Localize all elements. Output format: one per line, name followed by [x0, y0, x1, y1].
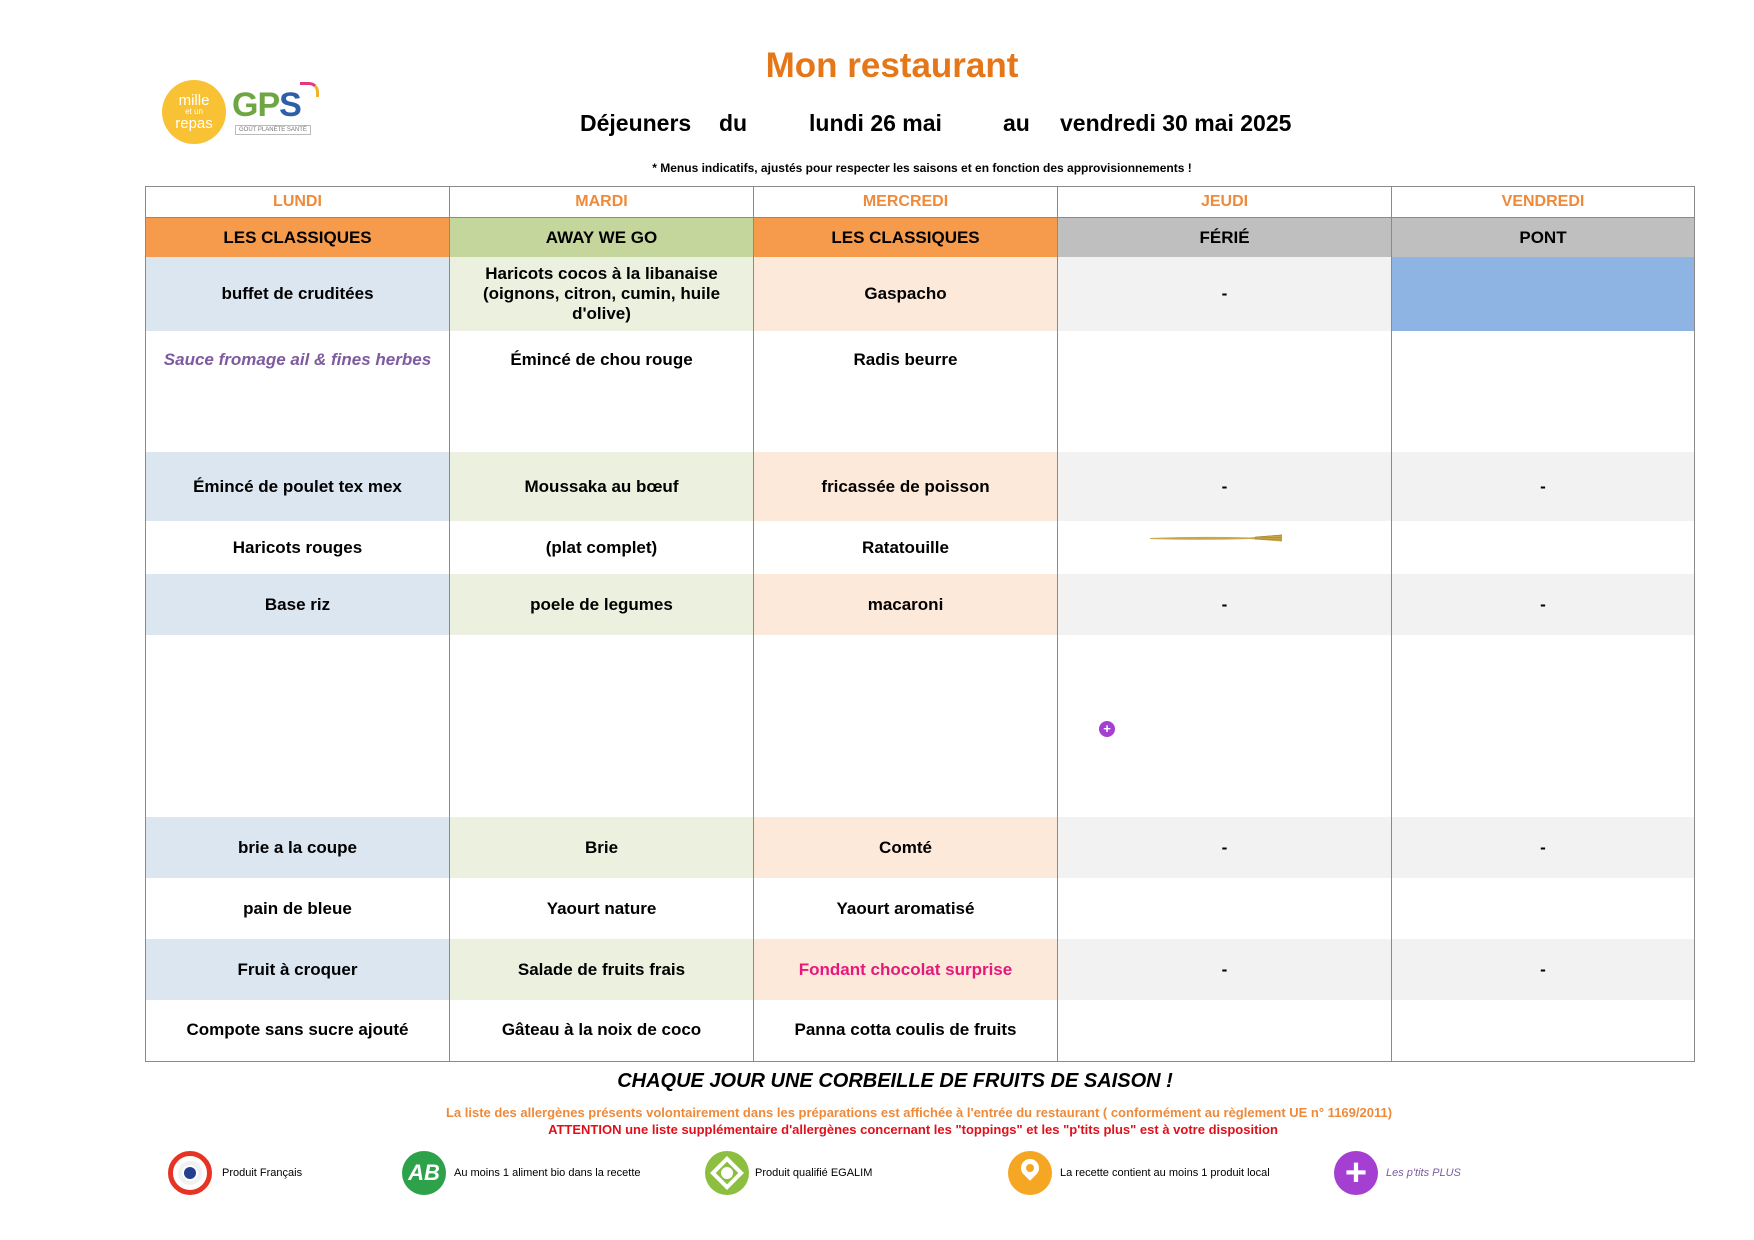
- menu-cell: (plat complet): [450, 521, 754, 574]
- menu-note: * Menus indicatifs, ajustés pour respecter les saisons et en fonction des approvisionnements !: [652, 161, 1192, 175]
- menu-cell: Gâteau à la noix de coco: [450, 1000, 754, 1061]
- menu-cell: [1392, 331, 1695, 452]
- menu-cell: Salade de fruits frais: [450, 939, 754, 1000]
- menu-cell: -: [1392, 939, 1695, 1000]
- menu-cell: [1392, 257, 1695, 331]
- legend-item-egalim: [705, 1150, 872, 1196]
- menu-cell: [1392, 635, 1695, 817]
- legend-label: Au moins 1 aliment bio dans la recette: [454, 1167, 641, 1179]
- menu-cell: [754, 635, 1058, 817]
- menu-cell: brie a la coupe: [146, 817, 450, 878]
- menu-cell: Haricots cocos à la libanaise (oignons, citron, cumin, huile d'olive): [450, 257, 754, 331]
- menu-cell: Brie: [450, 817, 754, 878]
- day-header-row: [146, 187, 1695, 218]
- day-jeudi: JEUDI: [1058, 187, 1392, 218]
- menu-cell: Ratatouille: [754, 521, 1058, 574]
- gps-logo-text: GP: [232, 86, 280, 124]
- menu-cell: -: [1058, 817, 1392, 878]
- legend-item-ptits-plus: [1334, 1150, 1461, 1196]
- menu-cell: Haricots rouges: [146, 521, 450, 574]
- ptits-plus-icon: +: [1334, 1151, 1378, 1195]
- menu-row: [146, 521, 1695, 574]
- gps-swoosh-icon: [300, 82, 319, 97]
- menu-cell: Radis beurre: [754, 331, 1058, 452]
- menu-cell: Base riz: [146, 574, 450, 635]
- logo-et-un-text: et un: [185, 107, 203, 116]
- menu-row: [146, 1000, 1695, 1061]
- menu-cell: Moussaka au bœuf: [450, 452, 754, 521]
- menu-row: [146, 939, 1695, 1000]
- menu-cell: pain de bleue: [146, 878, 450, 939]
- menu-cell: [146, 635, 450, 817]
- day-lundi: LUNDI: [146, 187, 450, 218]
- legend-label: Produit Français: [222, 1167, 303, 1179]
- menu-cell: macaroni: [754, 574, 1058, 635]
- menu-cell: [1392, 878, 1695, 939]
- menu-row: [146, 331, 1695, 452]
- menu-cell: Émincé de poulet tex mex: [146, 452, 450, 521]
- menu-row: [146, 635, 1695, 817]
- menu-row: [146, 452, 1695, 521]
- theme-jeudi: FÉRIÉ: [1058, 218, 1392, 258]
- egalim-icon: [705, 1151, 749, 1195]
- start-date: lundi 26 mai: [809, 110, 942, 136]
- organic-ab-icon: AB: [402, 1151, 446, 1195]
- menu-cell: -: [1058, 939, 1392, 1000]
- menu-row: [146, 574, 1695, 635]
- legend-item-local: [1008, 1150, 1270, 1196]
- menu-cell: fricassée de poisson: [754, 452, 1058, 521]
- au-label: au: [1003, 110, 1030, 136]
- menu-cell: [1058, 331, 1392, 452]
- legend-label: Les p'tits PLUS: [1386, 1167, 1461, 1179]
- menu-row: [146, 257, 1695, 331]
- fork-icon: [1150, 533, 1282, 543]
- menu-cell: Panna cotta coulis de fruits: [754, 1000, 1058, 1061]
- menu-cell: Fondant chocolat surprise: [754, 939, 1058, 1000]
- menu-cell: Émincé de chou rouge: [450, 331, 754, 452]
- menu-cell: [1058, 521, 1392, 574]
- menu-cell: poele de legumes: [450, 574, 754, 635]
- legend-item-organic: [402, 1150, 641, 1196]
- menu-cell: Sauce fromage ail & fines herbes: [146, 331, 450, 452]
- menu-row: [146, 878, 1695, 939]
- gps-logo-subtitle: GOÛT PLANÈTE SANTÉ: [235, 125, 311, 135]
- logo-repas-text: repas: [175, 115, 213, 132]
- theme-vendredi: PONT: [1392, 218, 1695, 258]
- page-title: Mon restaurant: [765, 46, 1019, 85]
- menu-cell: [1392, 521, 1695, 574]
- menu-cell: -: [1058, 574, 1392, 635]
- theme-lundi: LES CLASSIQUES: [146, 218, 450, 258]
- attention-notice: ATTENTION une liste supplémentaire d'allergènes concernant les "toppings" et les "p'tits plus" est à votre disposition: [548, 1122, 1278, 1137]
- theme-mercredi: LES CLASSIQUES: [754, 218, 1058, 258]
- menu-cell: Comté: [754, 817, 1058, 878]
- end-date: vendredi 30 mai 2025: [1060, 110, 1292, 136]
- menu-cell: [450, 635, 754, 817]
- theme-mardi: AWAY WE GO: [450, 218, 754, 258]
- menu-cell: [1392, 1000, 1695, 1061]
- day-mercredi: MERCREDI: [754, 187, 1058, 218]
- menu-cell: buffet de cruditées: [146, 257, 450, 331]
- mille-et-un-repas-logo: [162, 80, 226, 144]
- legend-label: La recette contient au moins 1 produit local: [1060, 1167, 1270, 1179]
- legend-label: Produit qualifié EGALIM: [755, 1167, 873, 1179]
- menu-cell: Fruit à croquer: [146, 939, 450, 1000]
- menu-cell: Gaspacho: [754, 257, 1058, 331]
- day-mardi: MARDI: [450, 187, 754, 218]
- menu-cell: Compote sans sucre ajouté: [146, 1000, 450, 1061]
- menu-cell: -: [1058, 257, 1392, 331]
- menu-cell: Yaourt nature: [450, 878, 754, 939]
- menu-cell: -: [1392, 817, 1695, 878]
- menu-cell: -: [1392, 574, 1695, 635]
- theme-row: [146, 218, 1695, 258]
- du-label: du: [719, 110, 748, 136]
- menu-table: [145, 186, 1695, 1062]
- gps-logo: [232, 86, 301, 125]
- menu-cell: Yaourt aromatisé: [754, 878, 1058, 939]
- menu-row: [146, 817, 1695, 878]
- local-product-icon: [1008, 1151, 1052, 1195]
- ptits-plus-small-icon: +: [1099, 721, 1115, 737]
- menu-cell: -: [1392, 452, 1695, 521]
- gps-logo-s: S: [279, 86, 301, 124]
- day-vendredi: VENDREDI: [1392, 187, 1695, 218]
- allergen-notice: La liste des allergènes présents volontairement dans les préparations est affichée à l'entrée du restaurant ( conformément au règlement UE n° 1169/2011): [445, 1105, 1393, 1120]
- dejeuners-label: Déjeuners: [580, 110, 692, 136]
- menu-cell: -: [1058, 452, 1392, 521]
- menu-cell: [1058, 878, 1392, 939]
- french-product-icon: [168, 1151, 212, 1195]
- logo-mille-text: mille: [178, 92, 210, 109]
- daily-fruits-banner: CHAQUE JOUR UNE CORBEILLE DE FRUITS DE SAISON !: [617, 1070, 1173, 1092]
- legend-item-french: [168, 1150, 302, 1196]
- menu-cell: [1058, 1000, 1392, 1061]
